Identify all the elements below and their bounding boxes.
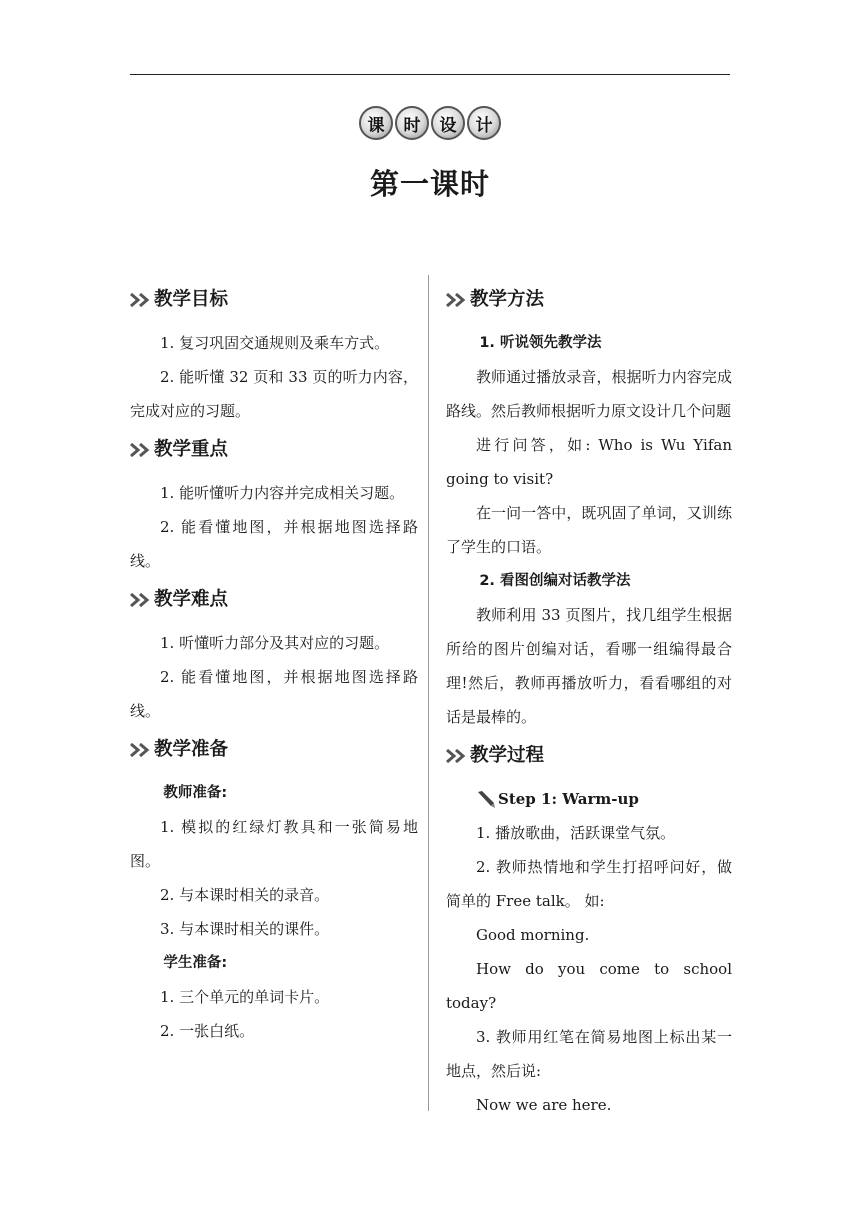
double-chevron-icon — [130, 443, 152, 457]
section-heading: 教学重点 — [130, 432, 418, 468]
section-heading: 教学难点 — [130, 582, 418, 618]
left-column — [130, 278, 418, 1048]
badge-char: 计 — [467, 106, 501, 140]
top-rule — [130, 74, 730, 75]
paragraph: 3. 教师用红笔在简易地图上标出某一地点，然后说: — [446, 1028, 732, 1080]
paragraph: 2. 能看懂地图，并根据地图选择路线。 — [130, 668, 418, 720]
step-heading: Step 1: Warm-up — [446, 782, 732, 816]
page-title: 第一课时 — [369, 167, 490, 201]
paragraph: 1. 模拟的红绿灯教具和一张简易地图。 — [130, 818, 418, 870]
double-chevron-icon — [130, 593, 152, 607]
paragraph: 教师利用 33 页图片，找几组学生根据所给的图片创编对话，看哪一组编得最合理!然后，教师再播放听力，看看哪组的对话是最棒的。 — [446, 606, 732, 726]
section-heading: 教学方法 — [446, 282, 732, 318]
badge-char: 设 — [431, 106, 465, 140]
column-divider — [428, 275, 429, 1111]
paragraph: 2. 一张白纸。 — [160, 1022, 255, 1040]
section-heading: 教学过程 — [446, 738, 732, 774]
paragraph: 教师通过播放录音，根据听力内容完成路线。然后教师根据听力原文设计几个问题 — [446, 368, 732, 420]
paragraph: 1. 能听懂听力内容并完成相关习题。 — [160, 484, 405, 502]
paragraph: 2. 能听懂 32 页和 33 页的听力内容，完成对应的习题。 — [130, 368, 418, 420]
double-chevron-icon — [446, 293, 468, 307]
section-heading: 教学目标 — [130, 282, 418, 318]
paragraph: Good morning. — [476, 926, 590, 944]
paragraph: How do you come to school today? — [446, 960, 732, 1012]
paragraph: 1. 三个单元的单词卡片。 — [160, 988, 330, 1006]
right-column — [446, 278, 732, 1122]
double-chevron-icon — [446, 749, 468, 763]
paragraph: 3. 与本课时相关的课件。 — [160, 920, 330, 938]
paragraph: 2. 与本课时相关的录音。 — [160, 886, 330, 904]
section-heading: 教学准备 — [130, 732, 418, 768]
paragraph: 1. 复习巩固交通规则及乘车方式。 — [160, 334, 390, 352]
subheading: 1. 听说领先教学法 — [479, 335, 602, 351]
paragraph: 1. 播放歌曲，活跃课堂气氛。 — [476, 824, 676, 842]
badge-char: 时 — [395, 106, 429, 140]
pencil-icon — [476, 789, 496, 809]
badge-char: 课 — [359, 106, 393, 140]
subheading: 教师准备: — [163, 785, 228, 801]
subheading: 学生准备: — [163, 955, 228, 971]
subheading: 2. 看图创编对话教学法 — [479, 573, 631, 589]
double-chevron-icon — [130, 293, 152, 307]
lesson-design-badge — [356, 101, 504, 145]
paragraph: Now we are here. — [476, 1096, 612, 1114]
paragraph: 在一问一答中，既巩固了单词，又训练了学生的口语。 — [446, 504, 732, 556]
paragraph: 进行问答，如: Who is Wu Yifan going to visit? — [446, 436, 732, 488]
double-chevron-icon — [130, 743, 152, 757]
paragraph: 2. 教师热情地和学生打招呼问好，做简单的 Free talk。 如: — [446, 858, 732, 910]
paragraph: 1. 听懂听力部分及其对应的习题。 — [160, 634, 390, 652]
paragraph: 2. 能看懂地图，并根据地图选择路线。 — [130, 518, 418, 570]
